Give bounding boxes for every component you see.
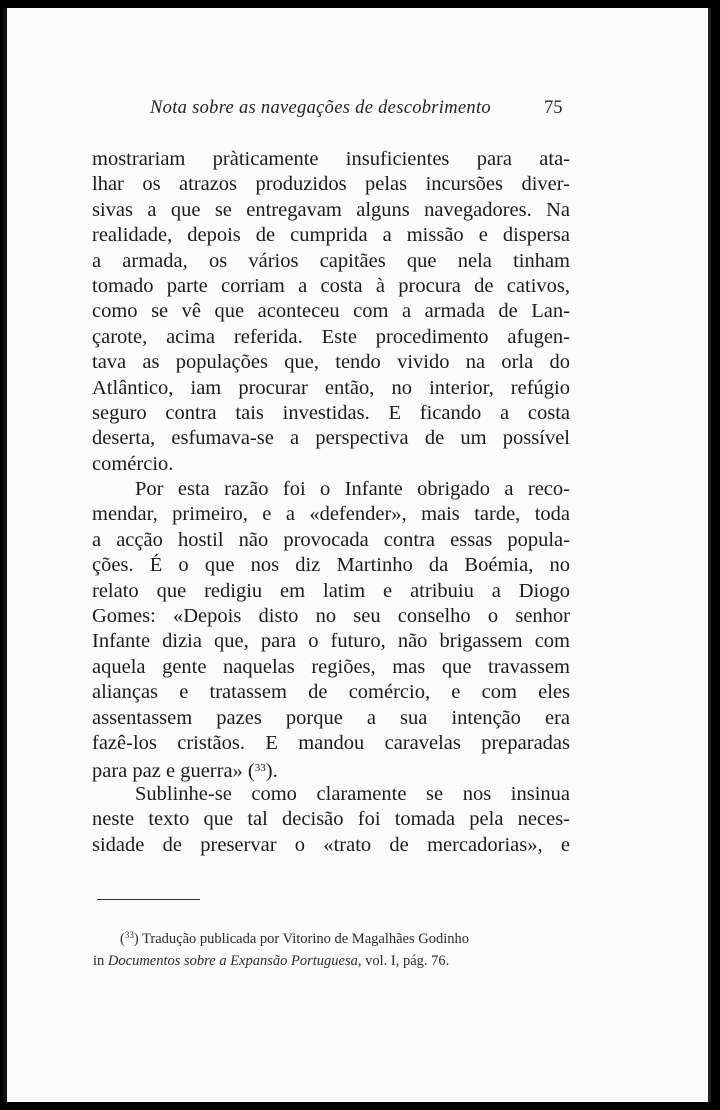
body-text <box>92 147 570 858</box>
text-line: assentassem pazes porque a sua intenção era <box>92 706 570 729</box>
text-line: ções. É o que nos diz Martinho da Boémia, no <box>92 554 570 577</box>
text-line: tomado parte corriam a costa à procura de cativos, <box>92 274 570 297</box>
text-line: como se vê que aconteceu com a armada de Lan- <box>92 300 570 323</box>
text-line-with-note-ref <box>92 756 570 781</box>
page-header <box>7 98 708 124</box>
page-number: 75 <box>544 98 563 118</box>
text-line: sidade de preservar o «trato de mercadorias», e <box>92 833 570 856</box>
text-line: Por esta razão foi o Infante obrigado a reco- <box>135 478 570 501</box>
footnote-mark: ($^{33}$) <box>120 930 139 947</box>
text-line: relato que redigiu em latim e atribuiu a Diogo <box>92 579 570 602</box>
text-line: lhar os atrazos produzidos pelas incursões diver- <box>92 173 570 196</box>
text-line: mendar, primeiro, e a «defender», mais tarde, toda <box>92 503 570 526</box>
footnote-book-title: Documentos sobre a Expansão Portuguesa <box>107 953 358 969</box>
footnote-reference: 33 <box>254 762 266 775</box>
running-title: Nota sobre as navegações de descobrimento <box>150 98 491 118</box>
text-line: comércio. <box>92 452 174 475</box>
text-line: para paz e guerra» ( <box>92 760 255 783</box>
footnote-line: in Documentos sobre a Expansão Portuguesa, vol. I, pág. 76. <box>93 953 450 969</box>
footnote-divider <box>97 899 200 900</box>
book-page <box>3 8 711 1102</box>
text-line: seguro contra tais investidas. E ficando a costa <box>92 401 570 424</box>
text-line: Gomes: «Depois disto no seu conselho o senhor <box>92 605 570 628</box>
text-line: fazê-los cristãos. E mandou caravelas preparadas <box>92 731 570 754</box>
text-line: a acção hostil não provocada contra essas popula- <box>92 528 570 551</box>
text-line: çarote, acima referida. Este procedimento afugen- <box>92 325 570 348</box>
text-line: sivas a que se entregavam alguns navegadores. Na <box>92 198 570 221</box>
text-line: Infante dizia que, para o futuro, não brigassem com <box>92 630 570 653</box>
text-line: deserta, esfumava-se a perspectiva de um possível <box>92 427 570 450</box>
text-line: a armada, os vários capitães que nela tinham <box>92 249 570 272</box>
text-line: alianças e tratassem de comércio, e com eles <box>92 681 570 704</box>
text-line: neste texto que tal decisão foi tomada pela neces- <box>92 808 570 831</box>
text-line: mostrariam pràticamente insuficientes para ata- <box>92 148 570 170</box>
footnote-text: Tradução publicada por Vitorino de Magalhães Godinho <box>142 931 469 947</box>
text-line-end: ). <box>265 760 278 783</box>
text-line: tava as populações que, tendo vivido na orla do <box>92 351 570 374</box>
footnote <box>93 924 570 972</box>
text-line: Sublinhe-se como claramente se nos insinua <box>135 782 570 805</box>
footnote-line <box>120 924 570 950</box>
text-line: realidade, depois de cumprida a missão e dispersa <box>92 224 570 247</box>
text-line: Atlântico, iam procurar então, no interior, refúgio <box>92 376 570 399</box>
text-line: aquela gente naquelas regiões, mas que travassem <box>92 655 570 678</box>
